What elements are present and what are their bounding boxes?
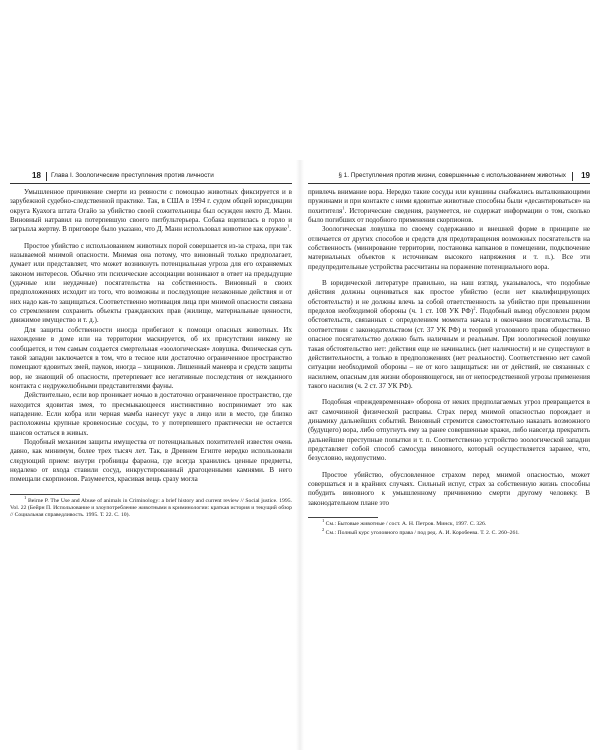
- running-head: § 1. Преступления против жизни, совершенные с использованием животных: [338, 172, 566, 179]
- paragraph: Для защиты собственности иногда прибегают к помощи опасных животных. Их нахождение в доме или на территории маскируется, об их присутствии никому не сообщается, и тем самым создается смертельная «зоологическая» ловушка. Физическая суть такой западни заключается в том, что в тесное или достаточно ограниченное пространство помещают ядовитых змей, пауков, иногда – хищников. Лишенный маневра и средств защиты вор, не знающий об опасности, претерпевает все негативные последствия от нежданного контакта с недружелюбными представителями фауны.: [10, 325, 292, 390]
- left-page: [10, 170, 292, 519]
- paragraph: привлечь внимание вора. Нередко такие сосуды или кувшины снабжались выталкивающими пружинами и при контакте с ними ядовитые животные способны были «десантироваться» на похитителя$^1$. Исторические сведения, разумеется, не содержат информации о том, сколько было погибших от подобного применения скорпионов.: [308, 188, 590, 225]
- page-number: 19: [581, 171, 590, 180]
- footnote: $^1$ Beirne P. The Use and Abuse of animals in Criminology: a brief history and current review // Social justice. 1995. Vol. 22 (Бейрн П. Использование и злоупотребление животными в криминологии: краткая история и текущий обзор // Социальная справедливость. 1995. Т. 22. С. 10).: [10, 494, 293, 518]
- footnote: $^1$ См.: Бытовые животные / сост. А. Н. Петров. Минск, 1997. С. 326.: [322, 518, 487, 527]
- right-page: [308, 170, 590, 537]
- paragraph: В юридической литературе правильно, на наш взгляд, указывалось, что подобные действия должны оцениваться как простое убийство (если нет квалифицирующих обстоятельств) и не должны влечь за собой ответственность за убийство при превышении пределов необходимой обороны (ч. 1 ст. 108 УК РФ)$^2$. Подобный вывод обусловлен рядом обстоятельств, связанных с определением момента начала и окончания посягательства. В соответствии с законодательством (ст. 37 УК РФ) и теорией уголовного права общественно опасное посягательство должно быть наличным и реальным. При зоологической ловушке такая обстоятельство нет: действия еще не начинались (нет наличности) и не существуют в действительности, а только в предположениях (нет реальности). Соответственно нет самой ситуации необходимой обороны – не от кого защищаться: ни от действий, не связанных с насилием, опасным для жизни обороняющегося, ни от непосредственной угрозы применения такого насилия (ч. 2 ст. 37 УК РФ).: [308, 279, 590, 390]
- running-head: Глава I. Зоологические преступления против личности: [51, 172, 214, 179]
- footnote-marker: 1: [287, 224, 290, 230]
- left-page-header: [10, 170, 292, 184]
- right-page-header: [308, 170, 590, 184]
- paragraph: Простое убийство с использованием животных порой совершается из-за страха, при так называемой мнимой опасности. Мнимая она потому, что виновный только предполагает, думает или представляет, что может возникнуть потенциальная угроза для его охраняемых законом интересов. Обычно эти психические ассоциации возникают в ответ на предыдущие (удачные или неудачные) посягательства на собственность. Виновный в своих предположениях исходит из того, что возможны и последующие незаконные действия и от них надо как-то защищаться. Соответственно мотивация лица при мнимой опасности связана со стремлением сохранить объекты гражданских прав (жилище, материальные ценности, движимое имущество и т. д.).: [10, 241, 292, 325]
- paragraph: Умышленное причинение смерти из ревности с помощью животных фиксируется и в зарубежной судебно-следственной практике. Так, в США в 1994 г. судом общей юрисдикции округа Куахога штата Огайо за убийство своей сожительницы был осужден некто Д. Манн. Виновный натравил на потерпевшую своего питбультерьера. Собака вцепилась в горло и загрызла жертву. В приговоре было указано, что Д. Манн использовал животное как оружие$^1$.: [10, 188, 292, 234]
- paragraph: Подобный механизм защиты имущества от потенциальных похитителей известен очень давно, как минимум, более трех тысяч лет. Так, в Древнем Египте нередко использовали следующий прием: внутри гробницы фараона, где всегда хранились ценные предметы, недалеко от входа ставили сосуд, инкрустированный драгоценными камнями. В него помещали скорпионов. Разумеется, красивая вещь сразу могла: [10, 437, 292, 484]
- page-number: 18: [32, 171, 41, 180]
- footnote-rule: [10, 494, 80, 495]
- header-separator: [46, 172, 47, 181]
- paragraph: Зоологическая ловушка по своему содержанию и внешней форме в принципе не отличается от других способов и средств для предотвращения возможных посягательств на собственность (минирование территории, постановка капканов в помещении, подключение материальных объектов к источникам высокого напряжения и т. п.). Все эти предупредительные устройства рассчитаны на поражение потенциального вора.: [308, 225, 590, 271]
- left-page-body: [10, 188, 292, 519]
- footnote-marker: 1: [342, 205, 345, 211]
- right-page-body: [308, 188, 590, 537]
- book-spine: [296, 160, 304, 750]
- header-separator: [572, 172, 573, 181]
- paragraph: Подобная «преждевременная» оборона от неких предполагаемых угроз превращается в акт самочинной физической расправы. Страх перед мнимой опасностью порождает и динамику дальнейших событий. Виновный стремится самостоятельно наказать возможного (будущего) вора, либо отпугнуть ему за ранее совершенные кражи, либо навсегда прекратить дальнейшие преступные попытки и т. п. Соответственно устройство зоологической западни представляет собой способ самосуда виновного, который осуществляется заранее, что, безусловно, недопустимо.: [308, 398, 590, 463]
- paragraph: Действительно, если вор проникает ночью в достаточно ограниченное пространство, где находится ядовитая змея, то пресмыкающееся инстинктивно воспринимает это как нападение. Если кобра или черная мамба нанесут укус в лицо или в место, где близко расположены крупные кровеносные сосуды, то у потерпевшего практически не остается шансов остаться в живых.: [10, 391, 292, 437]
- footnote-rule: [308, 517, 378, 518]
- paragraph: Простое убийство, обусловленное страхом перед мнимой опасностью, может совершаться и в крайних случаях. Сильный испуг, страх за собственную жизнь способны побудить виновного к умышленному причинению смерти другому человеку. В законодательном плане это: [308, 470, 590, 507]
- footnote: $^2$ См.: Полный курс уголовного права / под ред. А. И. Коробеева. Т. 2. С. 260–261.: [322, 527, 520, 537]
- footnote-marker: 2: [473, 305, 476, 311]
